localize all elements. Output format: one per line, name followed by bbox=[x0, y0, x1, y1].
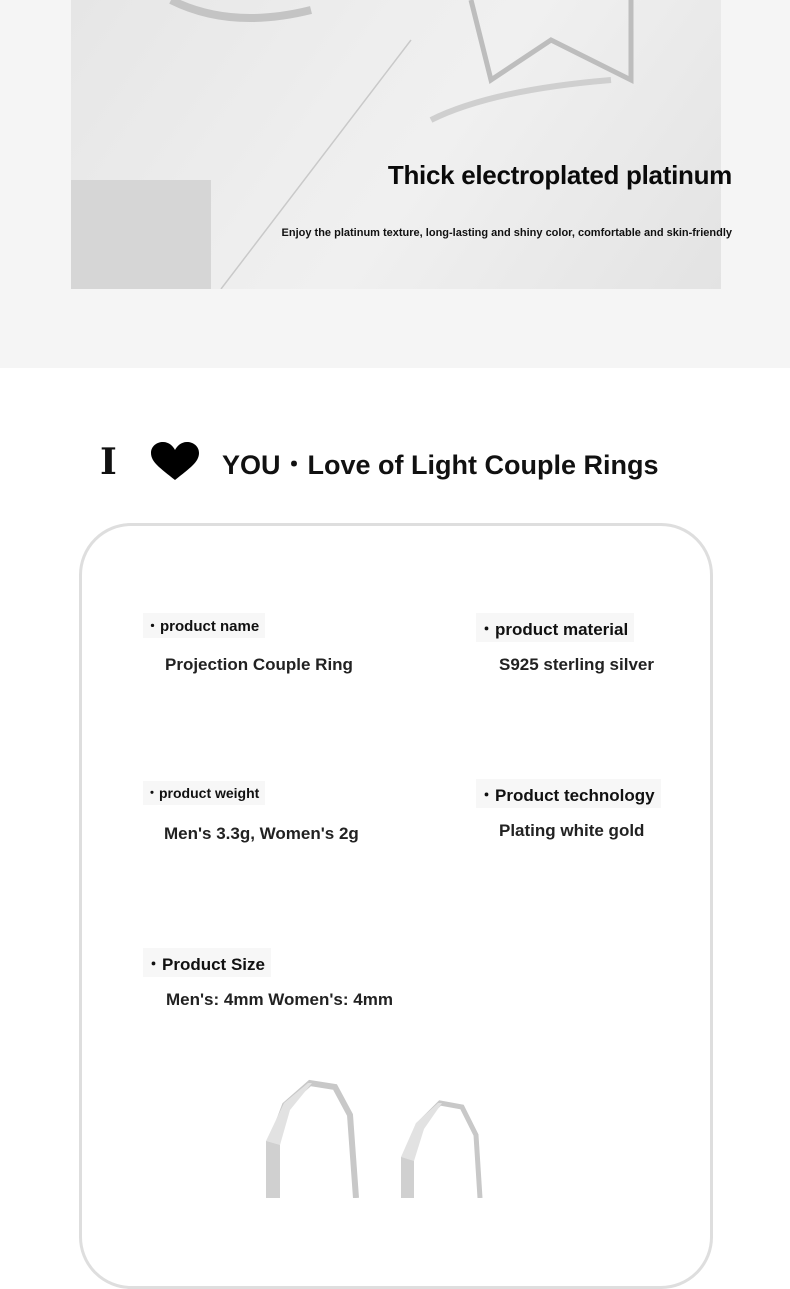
hero-section bbox=[0, 0, 790, 368]
heart-icon bbox=[150, 442, 200, 482]
mens-ring bbox=[266, 1083, 356, 1198]
product-name-value: Projection Couple Ring bbox=[165, 655, 353, 674]
heading-title: YOU・Love of Light Couple Rings bbox=[222, 449, 659, 480]
product-material-label: ・product material bbox=[476, 613, 634, 642]
rings-image bbox=[250, 1075, 550, 1198]
product-size-value: Men's: 4mm Women's: 4mm bbox=[166, 990, 393, 1009]
product-material-value: S925 sterling silver bbox=[499, 655, 654, 674]
hero-subtitle: Enjoy the platinum texture, long-lasting and shiny color, comfortable and skin-friendly bbox=[281, 227, 732, 239]
product-weight-value: Men's 3.3g, Women's 2g bbox=[164, 824, 359, 843]
ring-photo bbox=[71, 0, 721, 289]
product-weight-label: ・product weight bbox=[143, 781, 265, 805]
product-name-label: ・product name bbox=[143, 613, 265, 638]
section-heading bbox=[100, 440, 658, 484]
product-technology-label: ・Product technology bbox=[476, 779, 661, 808]
hero-title: Thick electroplated platinum bbox=[387, 160, 732, 190]
product-technology-value: Plating white gold bbox=[499, 821, 645, 840]
heading-prefix: I bbox=[100, 441, 117, 483]
ring-photo-illustration bbox=[71, 0, 721, 289]
product-size-label: ・Product Size bbox=[143, 948, 271, 977]
womens-ring bbox=[401, 1103, 480, 1198]
